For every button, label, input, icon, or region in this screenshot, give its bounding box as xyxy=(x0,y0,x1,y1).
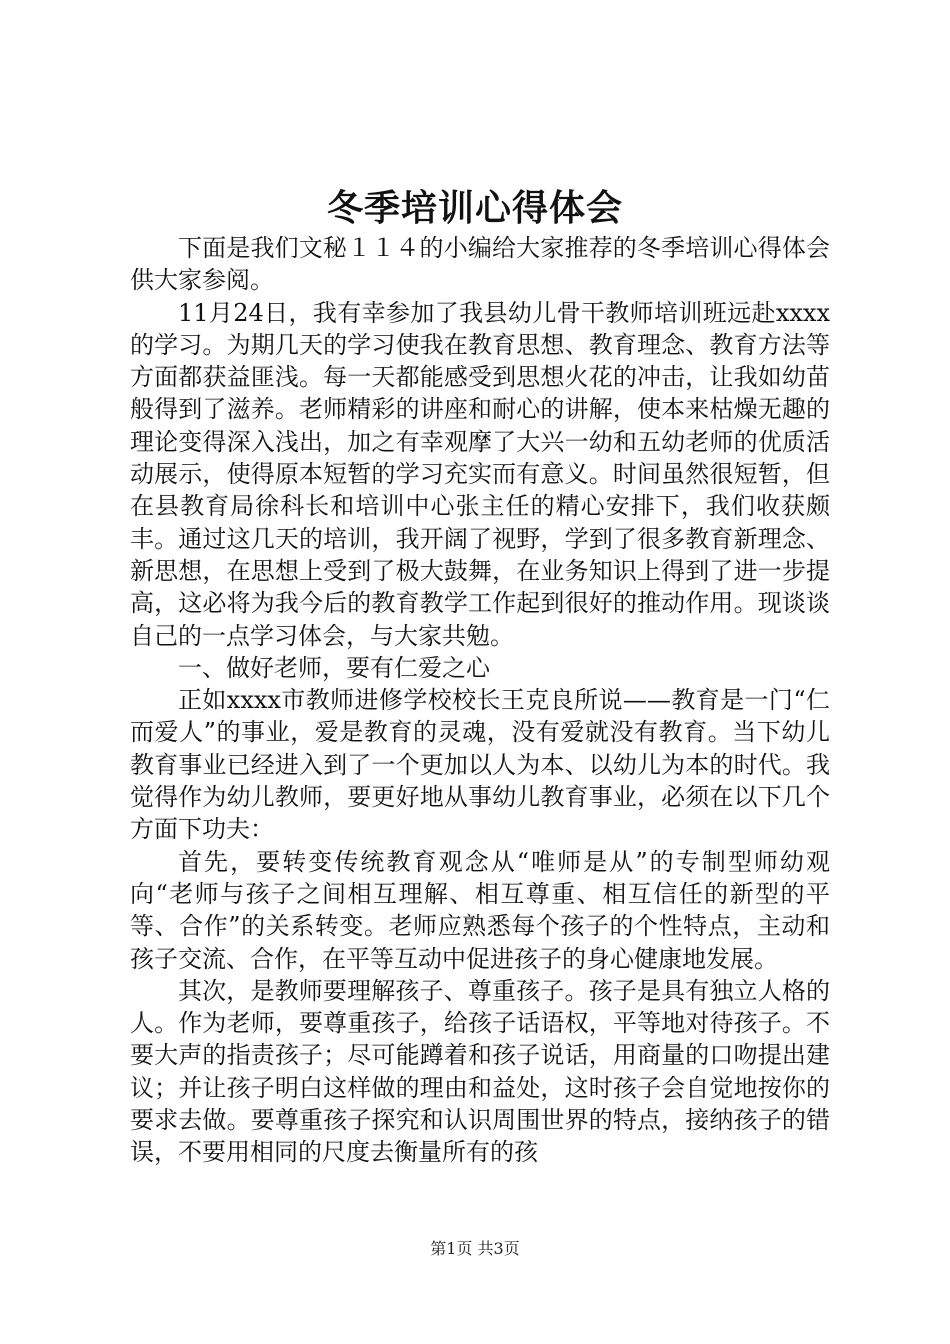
paragraph-training-summary: 11月24日，我有幸参加了我县幼儿骨干教师培训班远赴xxxx的学习。为期几天的学习使我在教育思想、教育理念、教育方法等方面都获益匪浅。每一天都能感受到思想火花的冲击，让我如幼苗般得到了滋养。老师精彩的讲座和耐心的讲解，使本来枯燥无趣的理论变得深入浅出，加之有幸观摩了大兴一幼和五幼老师的优质活动展示，使得原本短暂的学习充实而有意义。时间虽然很短暂，但在县教育局徐科长和培训中心张主任的精心安排下，我们收获颇丰。通过这几天的培训，我开阔了视野，学到了很多教育新理念、新思想，在思想上受到了极大鼓舞，在业务知识上得到了进一步提高，这必将为我今后的教育教学工作起到很好的推动作用。现谈谈自己的一点学习体会，与大家共勉。 xyxy=(130,298,830,650)
document-body xyxy=(130,232,830,1169)
page-number-footer: 第1页 共3页 xyxy=(430,1239,520,1258)
paragraph-love-education: 正如xxxx市教师进修学校校长王克良所说——教育是一门“仁而爱人”的事业，爱是教育的灵魂，没有爱就没有教育。当下幼儿教育事业已经进入到了一个更加以人为本、以幼儿为本的时代。我觉得作为幼儿教师，要更好地从事幼儿教育事业，必须在以下几个方面下功夫： xyxy=(130,686,830,844)
paragraph-second-point: 其次，是教师要理解孩子、尊重孩子。孩子是具有独立人格的人。作为老师，要尊重孩子，给孩子话语权，平等地对待孩子。不要大声的指责孩子；尽可能蹲着和孩子说话，用商量的口吻提出建议；并让孩子明白这样做的理由和益处，这时孩子会自觉地按你的要求去做。要尊重孩子探究和认识周围世界的特点，接纳孩子的错误，不要用相同的尺度去衡量所有的孩 xyxy=(130,976,830,1167)
section-heading-1: 一、做好老师，要有仁爱之心 xyxy=(178,653,490,682)
document-title: 冬季培训心得体会 xyxy=(326,187,623,229)
paragraph-intro: 下面是我们文秘１１４的小编给大家推荐的冬季培训心得体会供大家参阅。 xyxy=(130,234,830,295)
paragraph-first-point: 首先，要转变传统教育观念从“唯师是从”的专制型师幼观向“老师与孩子之间相互理解、相互尊重、相互信任的新型的平等、合作”的关系转变。老师应熟悉每个孩子的个性特点，主动和孩子交流、合作，在平等互动中促进孩子的身心健康地发展。 xyxy=(130,847,830,973)
